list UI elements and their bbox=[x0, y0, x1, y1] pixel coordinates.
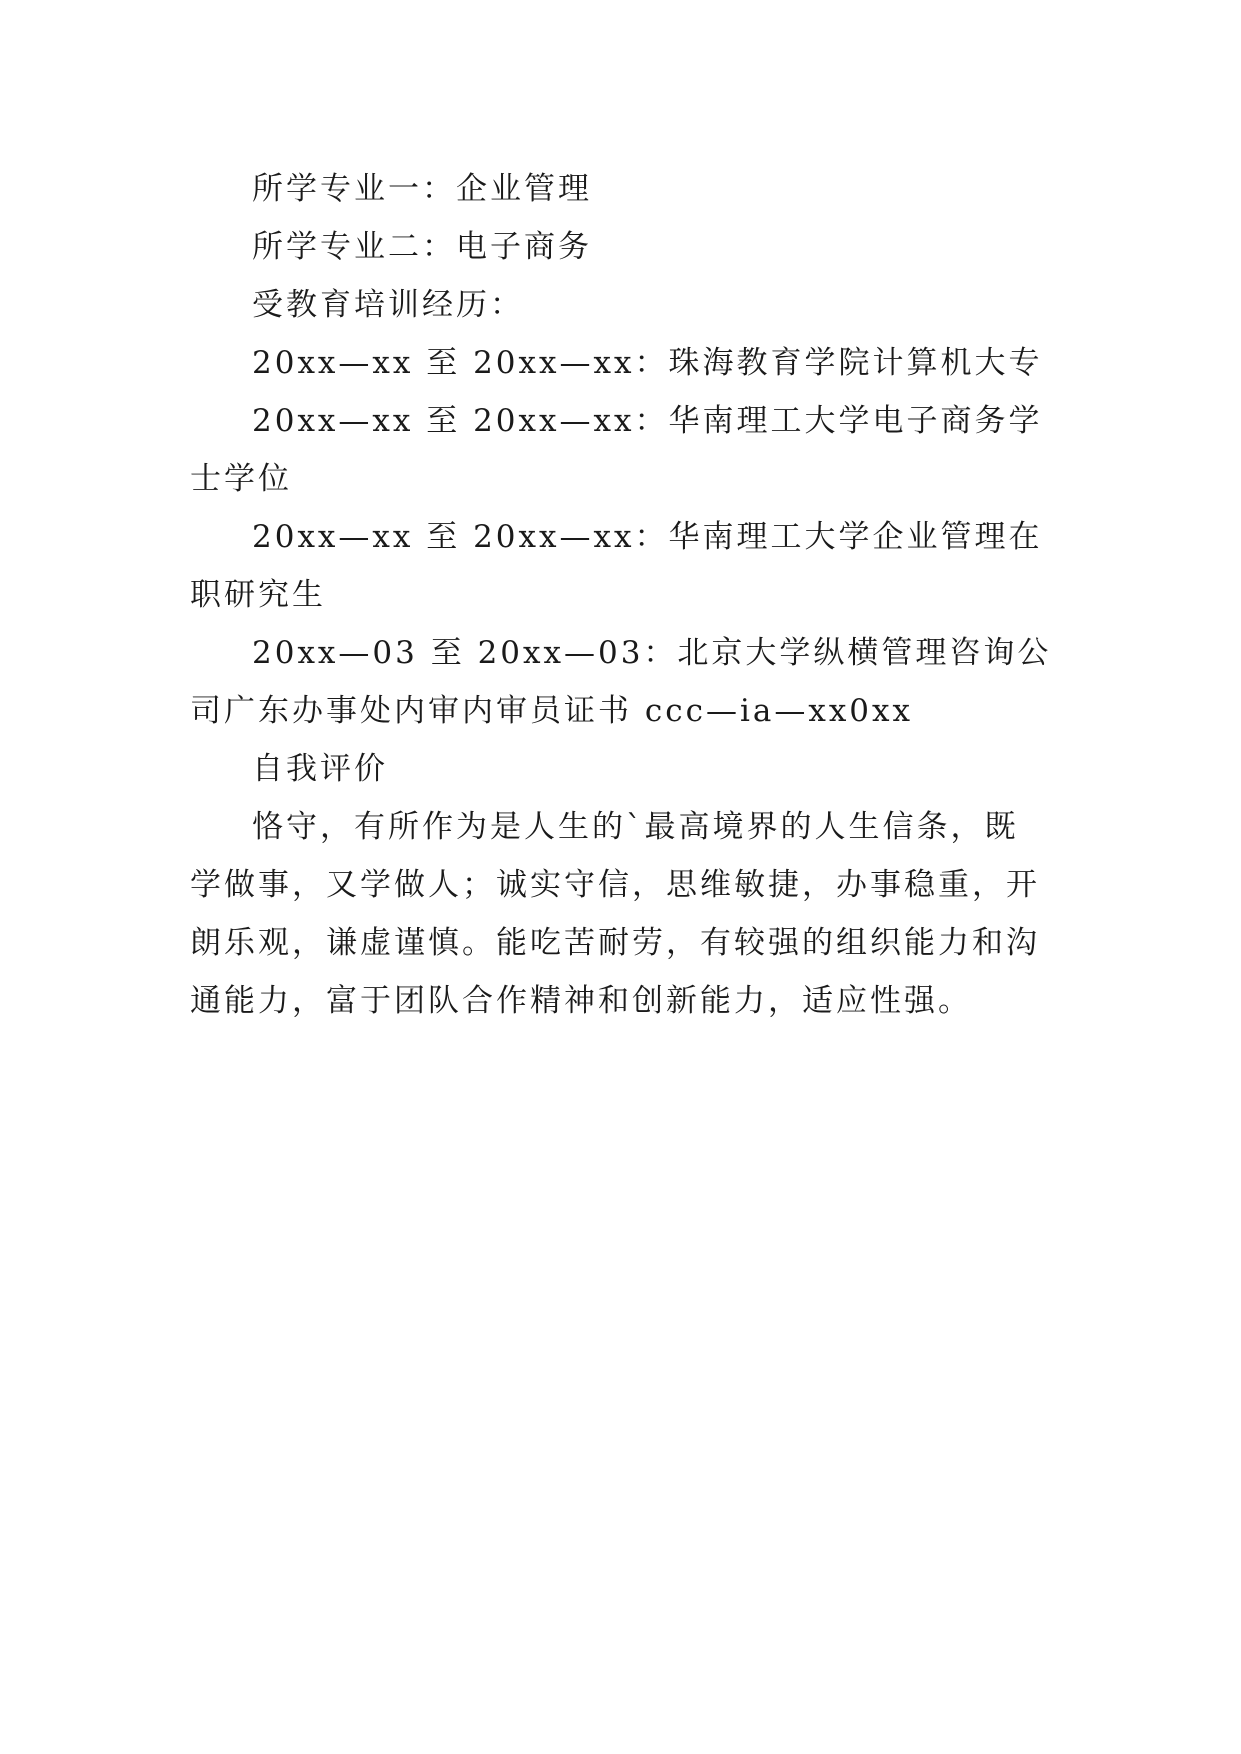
self-evaluation-heading: 自我评价 bbox=[252, 751, 388, 787]
education-entry-2: 20xx—xx 至 20xx—xx：华南理工大学电子商务学士学位 bbox=[190, 403, 1043, 497]
education-entry-3: 20xx—xx 至 20xx—xx：华南理工大学企业管理在职研究生 bbox=[190, 519, 1043, 613]
major-two-line: 所学专业二：电子商务 bbox=[252, 229, 592, 265]
education-entry-4: 20xx—03 至 20xx—03：北京大学纵横管理咨询公司广东办事处内审内审员证书 ccc—ia—xx0xx bbox=[190, 635, 1052, 729]
major-one-line: 所学专业一：企业管理 bbox=[252, 171, 592, 207]
self-evaluation-text: 恪守，有所作为是人生的`最高境界的人生信条，既学做事，又学做人；诚实守信，思维敏捷，办事稳重，开朗乐观，谦虚谨慎。能吃苦耐劳，有较强的组织能力和沟通能力，富于团队合作精神和创新能力，适应性强。 bbox=[190, 809, 1040, 1019]
education-entry-1: 20xx—xx 至 20xx—xx：珠海教育学院计算机大专 bbox=[252, 345, 1043, 381]
education-heading: 受教育培训经历： bbox=[252, 287, 524, 323]
document-body bbox=[190, 160, 1052, 1030]
